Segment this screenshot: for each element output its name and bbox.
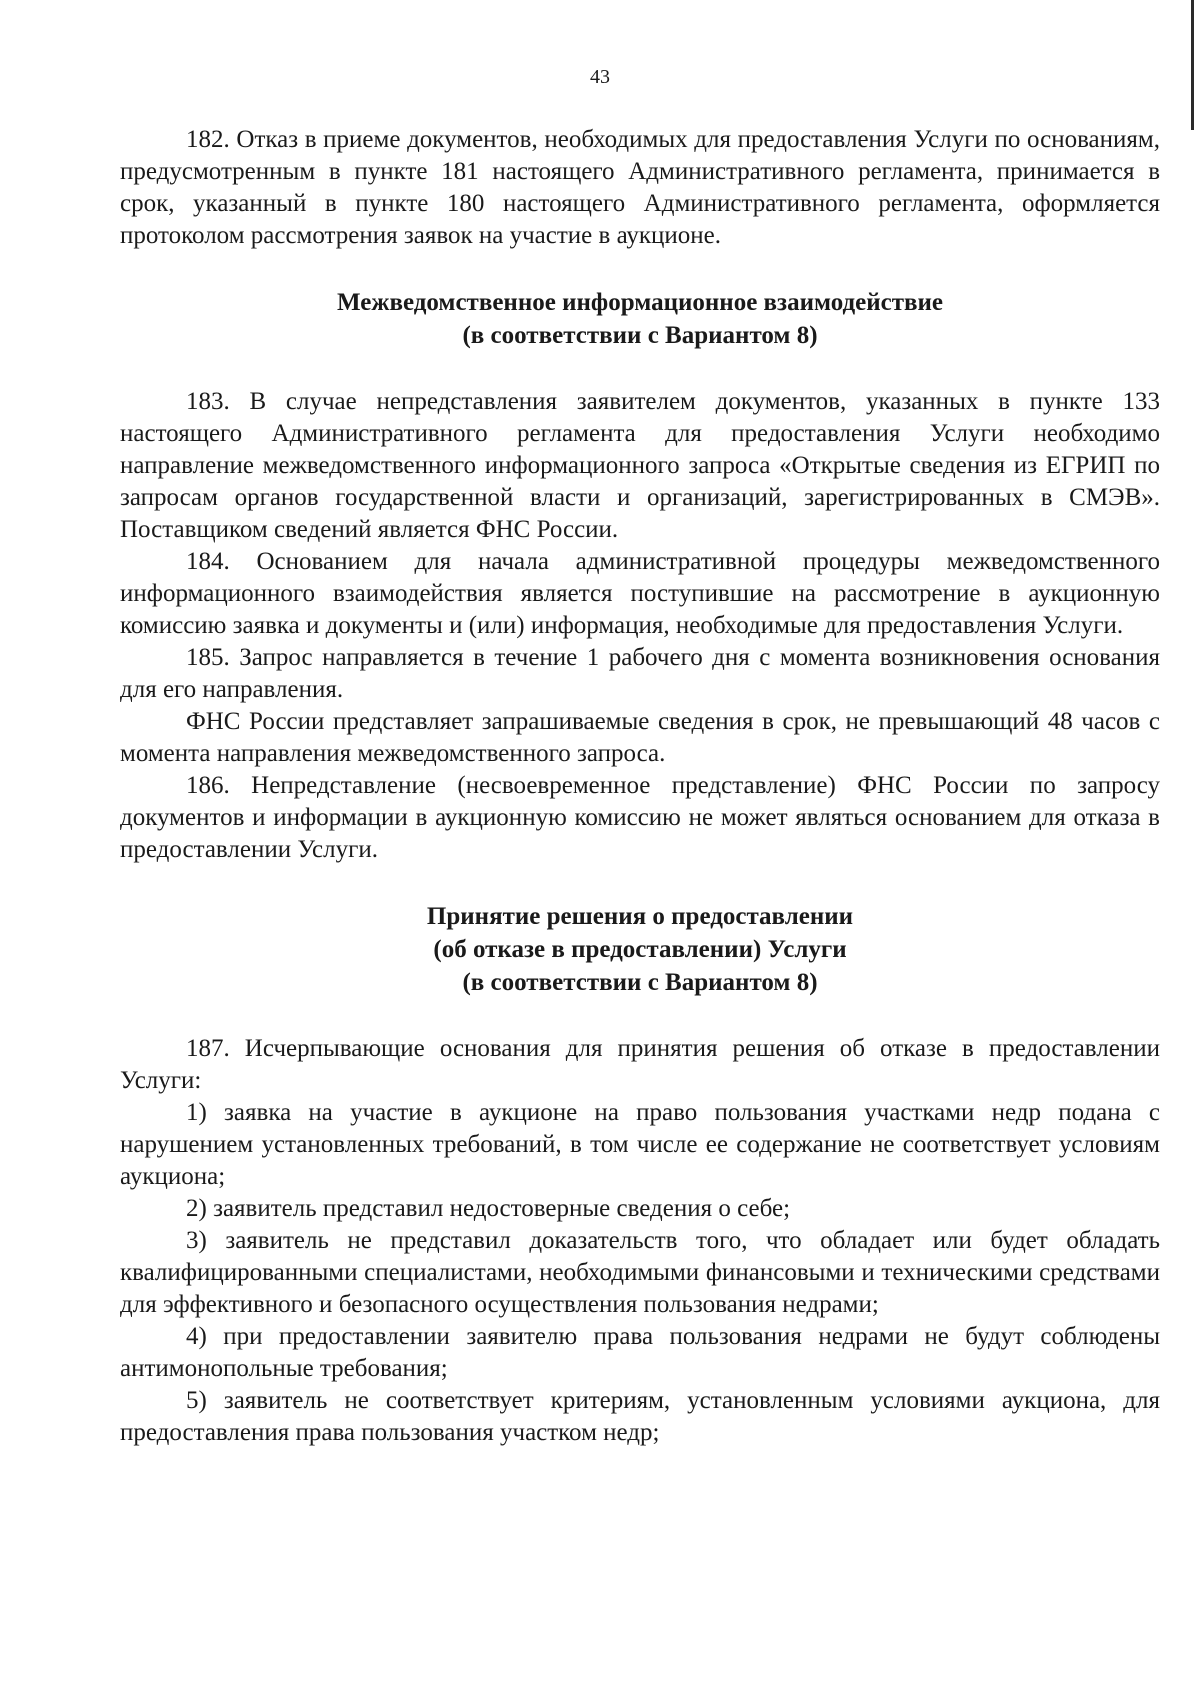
section-heading-interagency: [120, 286, 1160, 352]
paragraph-185: 185. Запрос направляется в течение 1 рабочего дня с момента возникновения основания для его направления.: [120, 644, 1160, 703]
paragraph-187: 187. Исчерпывающие основания для принятия решения об отказе в предоставлении Услуги:: [120, 1035, 1160, 1094]
paragraph-183: 183. В случае непредставления заявителем документов, указанных в пункте 133 настоящего Административного регламента для предоставления Услуги необходимо направление межведомственного информационного запроса «Открытые сведения из ЕГРИП по запросам органов государственной власти и организаций, зарегистрированных в СМЭВ». Поставщиком сведений является ФНС России.: [120, 388, 1160, 543]
document-body: [120, 124, 1160, 1449]
section-heading-line: (в соответствии с Вариантом 8): [462, 322, 818, 349]
page-number: 43: [590, 66, 610, 88]
list-item-3: 3) заявитель не представил доказательств того, что обладает или будет обладать квалифицированными специалистами, необходимыми финансовыми и техническими средствами для эффективного и безопасного осуществления пользования недрами;: [120, 1227, 1160, 1318]
section-heading-decision: [120, 900, 1160, 999]
section-heading-line: (в соответствии с Вариантом 8): [462, 969, 818, 996]
section-heading-line: (об отказе в предоставлении) Услуги: [433, 936, 847, 963]
paragraph-182: 182. Отказ в приеме документов, необходимых для предоставления Услуги по основаниям, предусмотренным в пункте 181 настоящего Административного регламента, принимается в срок, указанный в пункте 180 настоящего Административного регламента, оформляется протоколом рассмотрения заявок на участие в аукционе.: [120, 126, 1160, 249]
paragraph-186: 186. Непредставление (несвоевременное представление) ФНС России по запросу документов и информации в аукционную комиссию не может являться основанием для отказа в предоставлении Услуги.: [120, 772, 1160, 863]
list-item-5: 5) заявитель не соответствует критериям, установленным условиями аукциона, для предоставления права пользования участком недр;: [120, 1387, 1160, 1446]
paragraph-184: 184. Основанием для начала административной процедуры межведомственного информационного взаимодействия является поступившие на рассмотрение в аукционную комиссию заявка и документы и (или) информация, необходимые для предоставления Услуги.: [120, 548, 1160, 639]
list-item-4: 4) при предоставлении заявителю права пользования недрами не будут соблюдены антимонопольные требования;: [120, 1323, 1160, 1382]
paragraph-185-continuation: ФНС России представляет запрашиваемые сведения в срок, не превышающий 48 часов с момента направления межведомственного запроса.: [120, 708, 1160, 767]
section-heading-line: Межведомственное информационное взаимодействие: [337, 289, 943, 316]
scan-edge-line: [1191, 0, 1194, 130]
list-item-2: 2) заявитель представил недостоверные сведения о себе;: [186, 1195, 791, 1222]
list-item-1: 1) заявка на участие в аукционе на право пользования участками недр подана с нарушением установленных требований, в том числе ее содержание не соответствует условиям аукциона;: [120, 1099, 1160, 1190]
section-heading-line: Принятие решения о предоставлении: [426, 903, 854, 930]
